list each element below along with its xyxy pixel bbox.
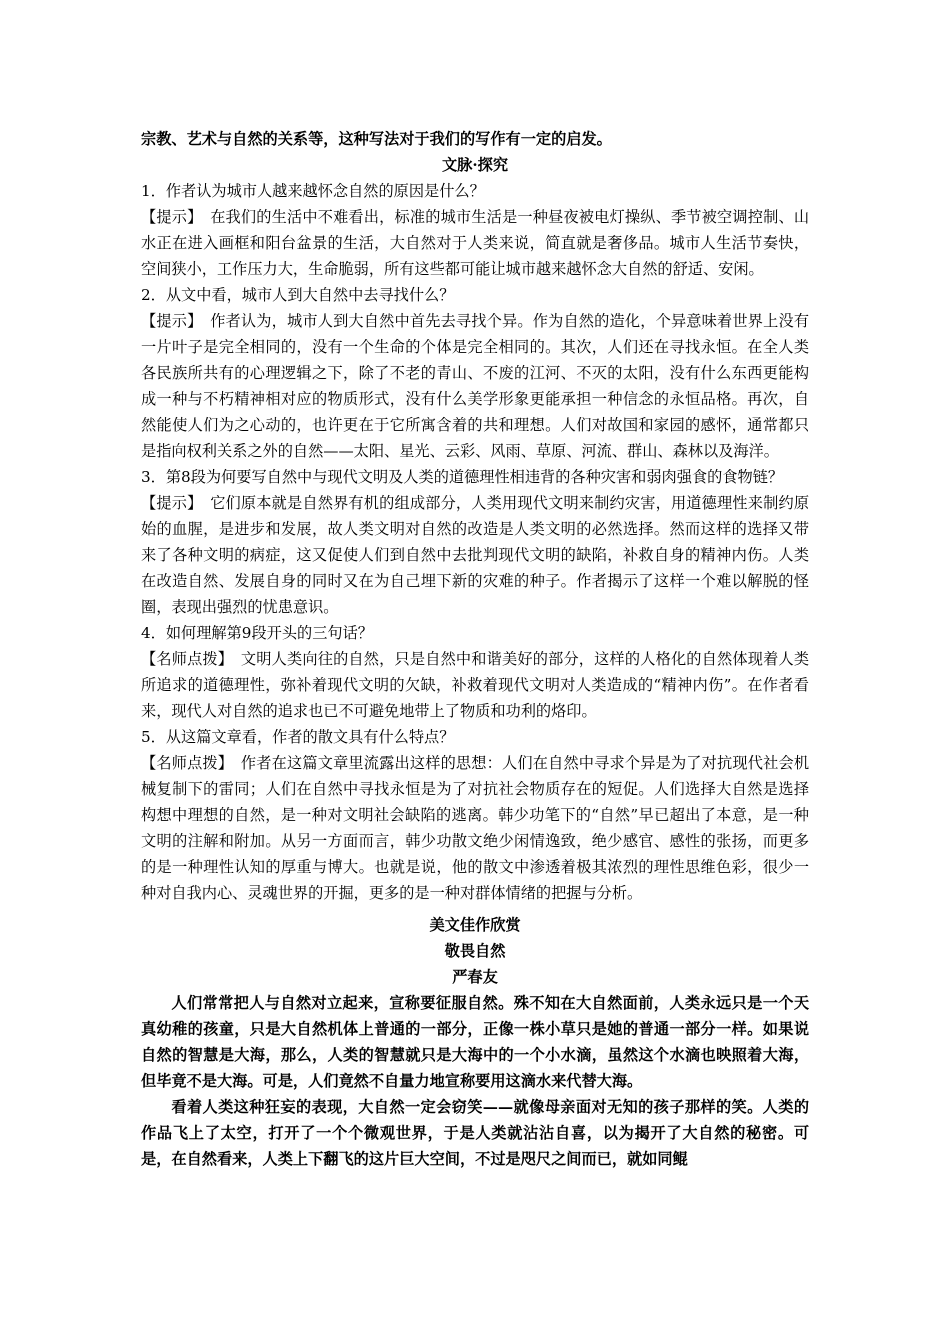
essay-title: 敬畏自然: [444, 942, 506, 960]
answer-text: 作者在这篇文章里流露出这样的思想：人们在自然中寻求个异是为了对抗现代社会机械复制下的雷同；人们在自然中寻找永恒是为了对抗社会物质存在的短促。人们选择大自然是选择构想中理想的自然，是一种对文明社会缺陷的逃离。韩少功笔下的“自然”早已超出了本意，是一种文明的注解和附加。从另一方面而言，韩少功散文绝少闲情逸致，绝少感官、感性的张扬，而更多的是一种理性认知的厚重与博大。也就是说，他的散文中渗透着极其浓烈的理性思维色彩，很少一种对自我内心、灵魂世界的开掘，更多的是一种对群体情绪的把握与分析。: [141, 754, 810, 902]
essay-paragraph-1: 人们常常把人与自然对立起来，宣称要征服自然。殊不知在大自然面前，人类永远只是一个天真幼稚的孩童，只是大自然机体上普通的一部分，正像一株小草只是她的普通一部分一样。如果说自然的智慧是大海，那么，人类的智慧就只是大海中的一个小水滴，虽然这个水滴也映照着大海，但毕竟不是大海。可是，人们竟然不自量力地宣称要用这滴水来代替大海。: [141, 994, 809, 1090]
essay-paragraph-2: 看着人类这种狂妄的表现，大自然一定会窃笑——就像母亲面对无知的孩子那样的笑。人类的作品飞上了太空，打开了一个个微观世界，于是人类就沾沾自喜，以为揭开了大自然的秘密。可是，在自然看来，人类上下翻飞的这片巨大空间，不过是咫尺之间而已，就如同鲲: [141, 1098, 809, 1168]
answer-5: [141, 750, 809, 906]
essay-section-heading: 美文佳作欣赏: [429, 916, 521, 934]
answer-text: 在我们的生活中不难看出，标准的城市生活是一种昼夜被电灯操纵、季节被空调控制、山水正在进入画框和阳台盆景的生活，大自然对于人类来说，简直就是奢侈品。城市人生活节奏快，空间狭小，工作压力大，生命脆弱，所有这些都可能让城市越来越怀念大自然的舒适、安闲。: [141, 208, 810, 278]
essay-author: 严春友: [452, 968, 498, 986]
hint-label: 【提示】: [141, 494, 195, 512]
section-title: 文脉·探究: [441, 156, 509, 174]
question-3: 3．第8段为何要写自然中与现代文明及人类的道德理性相违背的各种灾害和弱肉强食的食物链？: [141, 468, 784, 486]
answer-4: [141, 646, 809, 724]
teacher-tip-label: 【名师点拨】: [141, 754, 226, 772]
answer-text: 它们原本就是自然界有机的组成部分，人类用现代文明来制约灾害，用道德理性来制约原始的血腥，是进步和发展，故人类文明对自然的改造是人类文明的必然选择。然而这样的选择又带来了各种文明的病症，这又促使人们到自然中去批判现代文明的缺陷，补救自身的精神内伤。人类在改造自然、发展自身的同时又在为自己埋下新的灾难的种子。作者揭示了这样一个难以解脱的怪圈，表现出强烈的忧患意识。: [141, 494, 810, 616]
answer-3: [141, 490, 809, 620]
question-1: 1．作者认为城市人越来越怀念自然的原因是什么？: [141, 182, 485, 200]
hint-label: 【提示】: [141, 208, 195, 226]
hint-label: 【提示】: [141, 312, 195, 330]
question-2: 2．从文中看，城市人到大自然中去寻找什么？: [141, 286, 455, 304]
answer-text: 文明人类向往的自然，只是自然中和谐美好的部分，这样的人格化的自然体现着人类所追求的道德理性，弥补着现代文明的欠缺，补救着现代文明对人类造成的“精神内伤”。在作者看来，现代人对自然的追求也已不可避免地带上了物质和功利的烙印。: [141, 650, 810, 720]
answer-1: [141, 204, 809, 282]
content-column: [141, 126, 809, 1172]
question-4: 4．如何理解第9段开头的三句话？: [141, 624, 373, 642]
answer-text: 作者认为，城市人到大自然中首先去寻找个异。作为自然的造化，个异意味着世界上没有一片叶子是完全相同的，没有一个生命的个体是完全相同的。其次，人们还在寻找永恒。在全人类各民族所共有的心理逻辑之下，除了不老的青山、不废的江河、不灭的太阳，没有什么东西更能构成一种与不朽精神相对应的物质形式，没有什么美学形象更能承担一种信念的永恒品格。再次，自然能使人们为之心动的，也许更在于它所寓含着的共和理想。人们对故国和家园的感怀，通常都只是指向权利关系之外的自然——太阳、星光、云彩、风雨、草原、河流、群山、森林以及海洋。: [141, 312, 810, 460]
intro-tail: 宗教、艺术与自然的关系等，这种写法对于我们的写作有一定的启发。: [141, 130, 612, 148]
question-5: 5．从这篇文章看，作者的散文具有什么特点？: [141, 728, 455, 746]
answer-2: [141, 308, 809, 464]
teacher-tip-label: 【名师点拨】: [141, 650, 226, 668]
